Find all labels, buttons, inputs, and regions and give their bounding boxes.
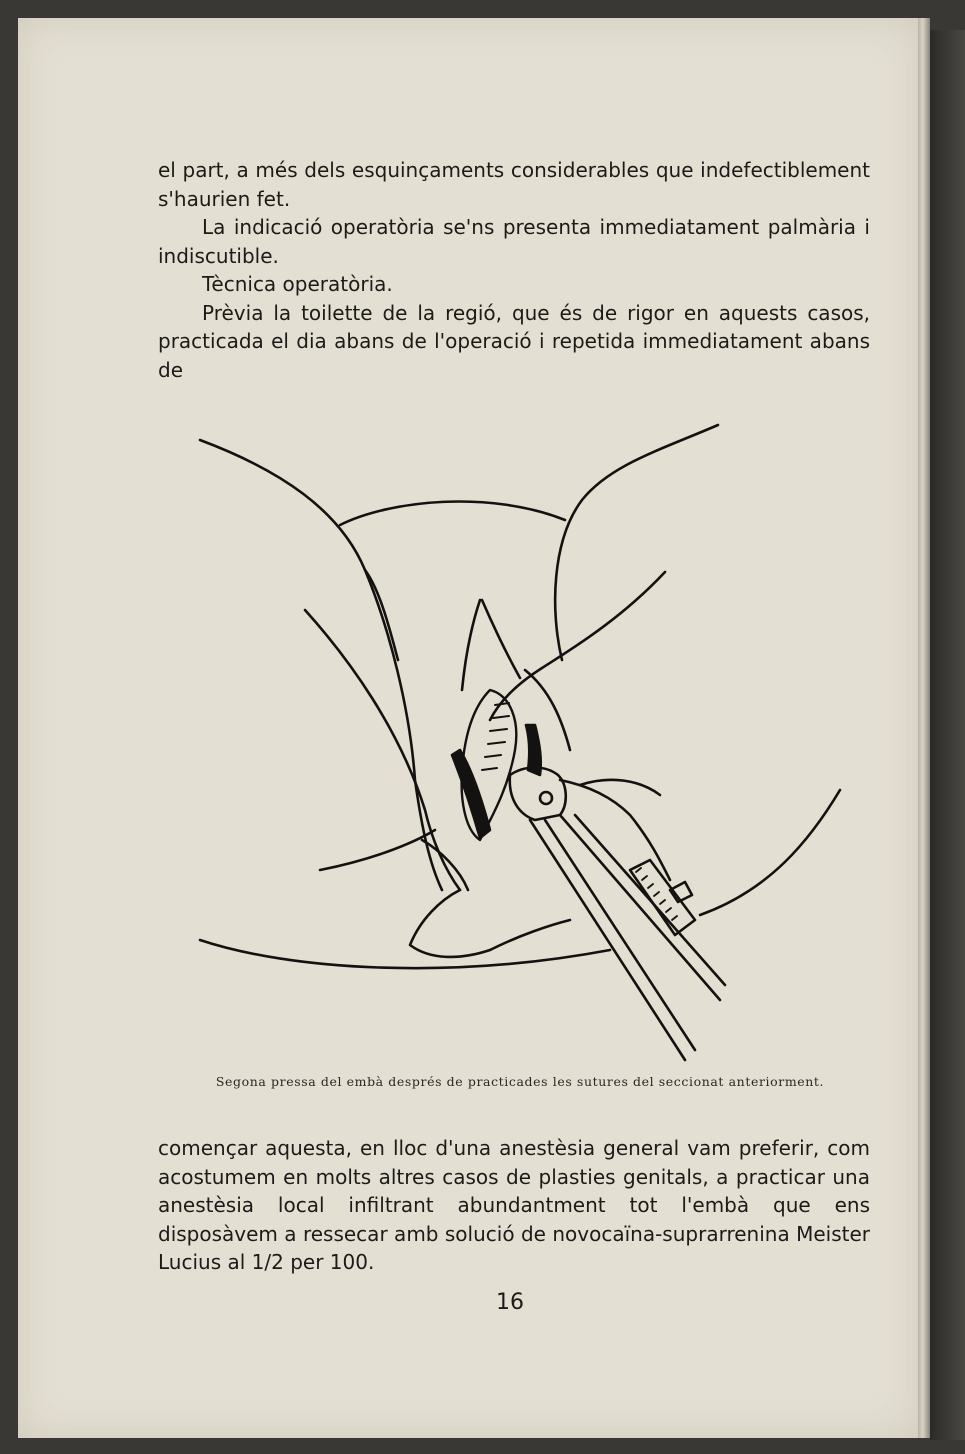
page-number: 16 bbox=[496, 1290, 524, 1315]
forceps-pivot bbox=[540, 792, 552, 804]
forceps-arm-inner bbox=[545, 820, 695, 1050]
body-text-bottom bbox=[158, 1134, 870, 1277]
right-thigh-outline bbox=[555, 425, 718, 660]
right-outer-curve bbox=[700, 790, 840, 915]
upper-fold bbox=[340, 501, 565, 525]
left-thigh-outline bbox=[200, 440, 442, 890]
suture-area bbox=[462, 690, 517, 840]
ratchet-lines bbox=[636, 868, 677, 920]
figure-caption: Segona pressa del embà després de practicades les sutures del seccionat anteriorment. bbox=[215, 1074, 825, 1089]
forceps-arm-left bbox=[530, 820, 685, 1060]
upper-tissue bbox=[462, 600, 480, 690]
upper-tissue-right bbox=[482, 600, 520, 678]
surgical-illustration bbox=[190, 420, 850, 1070]
suture-marks bbox=[482, 703, 509, 770]
paragraph: Prèvia la toilette de la regió, que és de rigor en aquests casos, practicada el dia abans de l'operació i repetida immediatament abans de bbox=[158, 300, 870, 382]
body-text-top bbox=[158, 156, 870, 384]
lower-left-fold bbox=[320, 830, 435, 870]
lower-right-flap bbox=[490, 920, 570, 950]
right-tissue bbox=[580, 780, 660, 795]
paragraph: el part, a més dels esquinçaments considerables que indefectiblement s'haurien fet. bbox=[158, 158, 870, 211]
left-inner-line bbox=[305, 610, 460, 890]
dark-shadow-left bbox=[452, 750, 490, 838]
lower-curve bbox=[200, 940, 610, 968]
right-line bbox=[490, 572, 665, 720]
adjacent-page bbox=[930, 30, 965, 1440]
lower-inner bbox=[410, 890, 490, 957]
page-edge bbox=[918, 18, 930, 1438]
paragraph: començar aquesta, en lloc d'una anestèsia general vam preferir, com acostumem en molts altres casos de plasties genitals, a practicar una anestèsia local infiltrant abundantment tot l'embà que ens disposàvem a ressecar amb solució de novocaïna-suprarrenina Meister Lucius al 1/2 per 100. bbox=[158, 1136, 870, 1274]
section-heading: Tècnica operatòria. bbox=[202, 272, 393, 296]
paragraph: La indicació operatòria se'ns presenta immediatament palmària i indiscutible. bbox=[158, 215, 870, 268]
forceps-arm-right bbox=[560, 815, 720, 1000]
